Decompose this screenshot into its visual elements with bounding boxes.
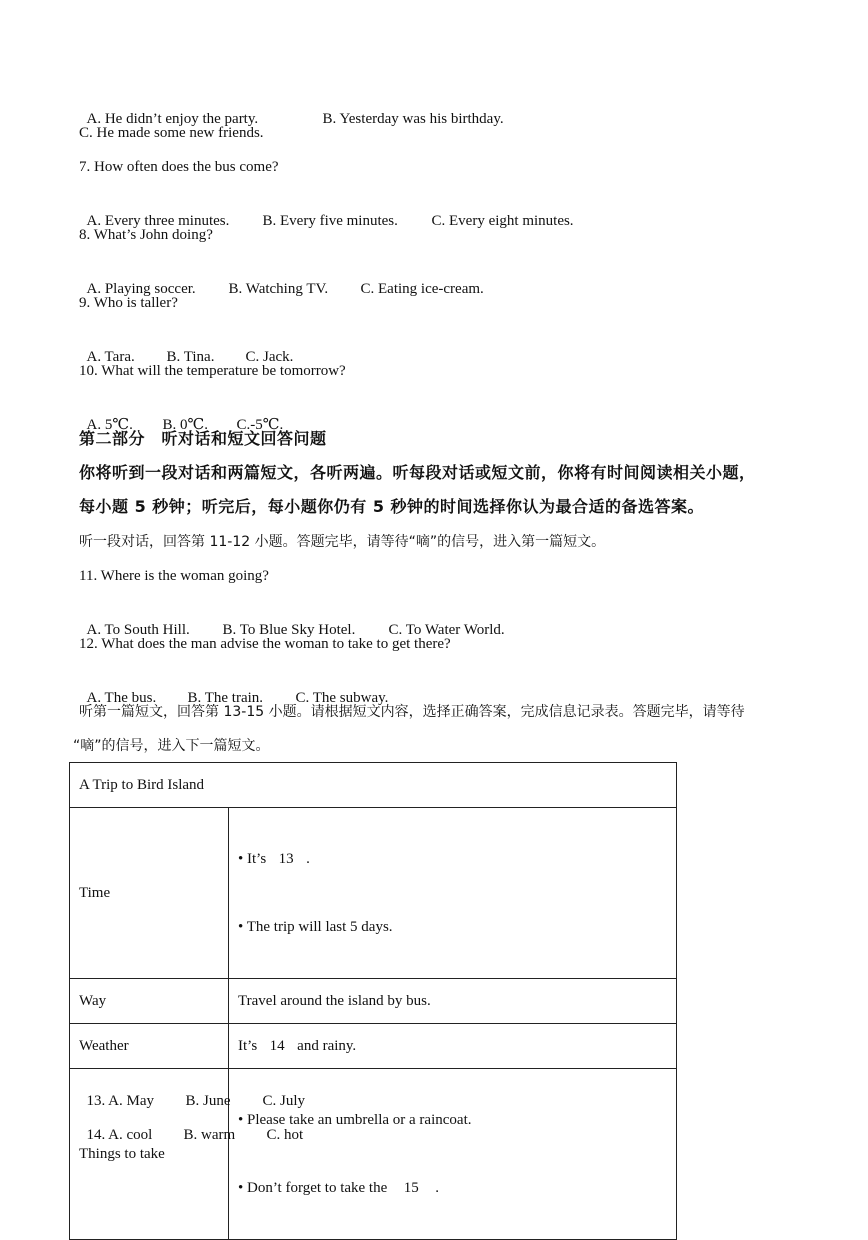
table-title: A Trip to Bird Island: [70, 763, 677, 808]
q13-option-a: 13. A. May: [86, 1093, 154, 1109]
q12-option-b: B. The train.: [187, 690, 264, 706]
part2-heading: 第二部分 听对话和短文回答问题: [79, 429, 327, 448]
q10-question: 10. What will the temperature be tomorrow?: [79, 363, 346, 379]
table-row-way: [70, 979, 677, 1024]
things-line-2-post: .: [435, 1180, 439, 1196]
q8-question: 8. What’s John doing?: [79, 227, 213, 243]
q7-option-c: C. Every eight minutes.: [431, 213, 574, 229]
q11-option-b: B. To Blue Sky Hotel.: [222, 622, 356, 638]
q9-option-c: C. Jack.: [245, 349, 294, 365]
q7-question: 7. How often does the bus come?: [79, 159, 279, 175]
q12-question: 12. What does the man advise the woman to take to get there?: [79, 636, 451, 652]
table-row-weather: [70, 1024, 677, 1069]
blank-14: 14: [269, 1037, 285, 1054]
dialogue-note: 听一段对话，回答第 11-12 小题。答题完毕，请等待“嘀”的信号，进入第一篇短文。: [79, 534, 606, 550]
q6-option-c: C. He made some new friends.: [79, 125, 264, 141]
things-line-2-pre: • Don’t forget to take the: [238, 1180, 388, 1196]
q7-option-b: B. Every five minutes.: [262, 213, 398, 229]
q9-option-b: B. Tina.: [166, 349, 215, 365]
blank-15: 15: [403, 1180, 419, 1196]
weather-post: and rainy.: [297, 1037, 357, 1054]
weather-label: Weather: [70, 1024, 229, 1069]
way-label: Way: [70, 979, 229, 1024]
blank-13: 13: [278, 851, 294, 867]
part2-instruction-line-1: 你将听到一段对话和两篇短文，各听两遍。听每段对话或短文前，你将有时间阅读相关小题，: [79, 463, 756, 482]
q8-option-b: B. Watching TV.: [228, 281, 329, 297]
q8-option-c: C. Eating ice-cream.: [360, 281, 484, 297]
weather-value: [229, 1024, 677, 1069]
time-value: [229, 808, 677, 979]
passage1-note-line-1: 听第一篇短文，回答第 13-15 小题。请根据短文内容，选择正确答案，完成信息记录表。答题完毕，请等待: [79, 704, 745, 720]
q14-options: [79, 1105, 303, 1145]
q10-option-b: B. 0℃.: [162, 417, 209, 433]
table-row-title: [70, 763, 677, 808]
things-label: Things to take: [70, 1069, 229, 1240]
q8-option-a: A. Playing soccer.: [86, 281, 196, 297]
q9-option-a: A. Tara.: [86, 349, 135, 365]
q11-option-c: C. To Water World.: [388, 622, 505, 638]
things-line-2: [238, 1171, 676, 1205]
things-line-1: • Please take an umbrella or a raincoat.: [238, 1112, 472, 1128]
q10-option-a: A. 5℃.: [86, 417, 133, 433]
q14-option-c: C. hot: [266, 1127, 304, 1143]
q11-question: 11. Where is the woman going?: [79, 568, 269, 584]
q12-option-a: A. The bus.: [86, 690, 157, 706]
time-line-1: [238, 842, 676, 876]
q9-question: 9. Who is taller?: [79, 295, 178, 311]
q6-option-a: A. He didn’t enjoy the party.: [86, 111, 259, 127]
q14-option-b: B. warm: [183, 1127, 236, 1143]
time-line-1-post: .: [306, 851, 310, 867]
q13-option-c: C. July: [262, 1093, 306, 1109]
time-line-1-pre: • It’s: [238, 851, 267, 867]
time-label: Time: [70, 808, 229, 979]
q11-option-a: A. To South Hill.: [86, 622, 190, 638]
table-row-time: [70, 808, 677, 979]
q14-option-a: 14. A. cool: [86, 1127, 153, 1143]
info-record-table: [69, 762, 677, 1240]
q10-option-c: C.-5℃.: [236, 417, 284, 433]
weather-pre: It’s: [238, 1037, 258, 1054]
passage1-note-line-2: “嘀”的信号，进入下一篇短文。: [73, 738, 270, 754]
q12-option-c: C. The subway.: [295, 690, 389, 706]
q13-option-b: B. June: [185, 1093, 231, 1109]
time-line-2: • The trip will last 5 days.: [238, 919, 393, 935]
q6-option-b: B. Yesterday was his birthday.: [322, 111, 504, 127]
way-value: Travel around the island by bus.: [229, 979, 677, 1024]
q7-option-a: A. Every three minutes.: [86, 213, 230, 229]
part2-instruction-line-2: 每小题 5 秒钟；听完后，每小题你仍有 5 秒钟的时间选择你认为最合适的备选答案。: [79, 497, 705, 516]
